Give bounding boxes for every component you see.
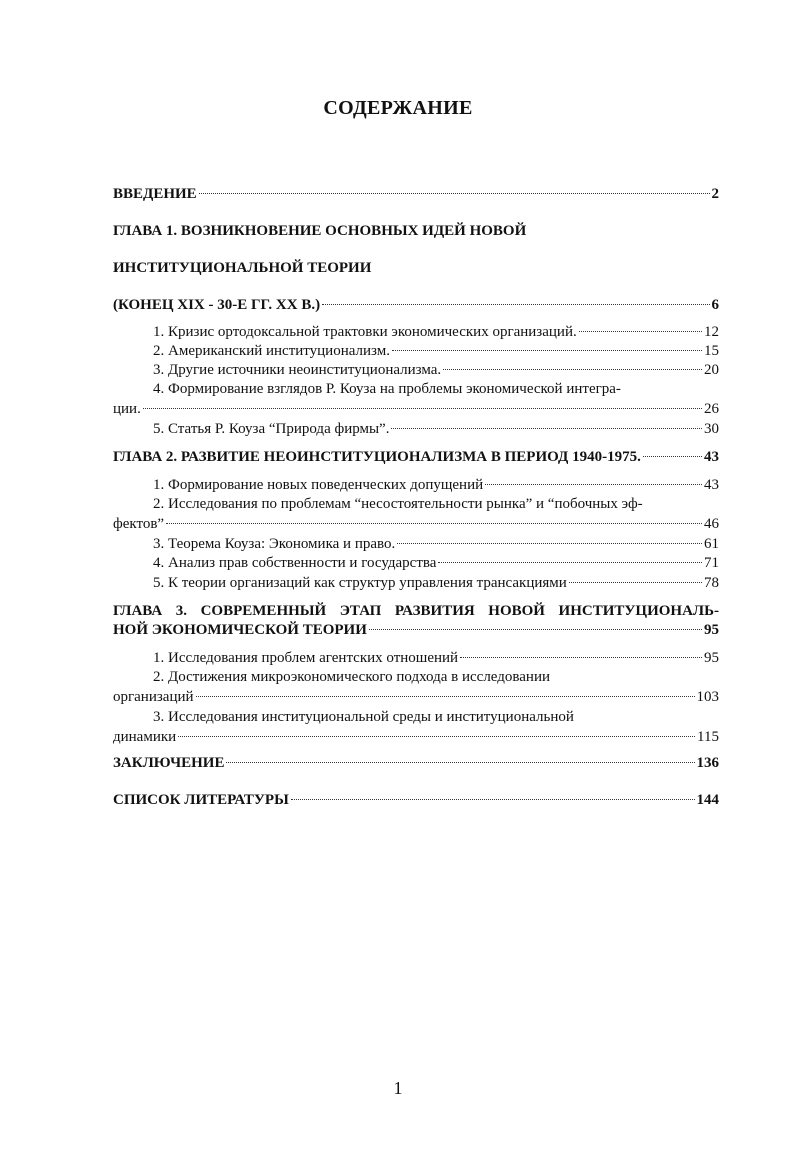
toc-subentry — [153, 361, 719, 380]
toc-subentry — [113, 728, 719, 747]
dot-leader — [392, 350, 702, 351]
toc-entry-page: 115 — [697, 729, 719, 745]
toc-entry-page: 144 — [696, 792, 719, 808]
toc-entry-page: 12 — [704, 324, 719, 340]
toc-entry-page: 2 — [711, 186, 719, 202]
dot-leader — [143, 408, 702, 409]
toc-entry-page: 43 — [704, 477, 719, 493]
dot-leader — [460, 657, 702, 658]
toc-entry-label: (КОНЕЦ XIX - 30-Е ГГ. XX В.) — [113, 297, 321, 313]
toc-subentry — [153, 535, 719, 554]
dot-leader — [397, 543, 702, 544]
chapter-1-heading-line-2: ИНСТИТУЦИОНАЛЬНОЙ ТЕОРИИ — [113, 260, 372, 276]
toc-subentry — [153, 554, 719, 573]
dot-leader — [579, 331, 702, 332]
toc-entry-page: 78 — [704, 575, 719, 591]
toc-subentry — [153, 649, 719, 668]
toc-subentry — [113, 515, 719, 534]
dot-leader — [438, 562, 702, 563]
dot-leader — [291, 799, 695, 800]
toc-entry-label: ВВЕДЕНИЕ — [113, 186, 197, 202]
toc-entry-page: 95 — [704, 650, 719, 666]
dot-leader — [178, 736, 695, 737]
dot-leader — [485, 484, 702, 485]
toc-entry-page: 15 — [704, 343, 719, 359]
dot-leader — [166, 523, 702, 524]
toc-entry-page: 26 — [704, 401, 719, 417]
toc-entry-label: 1. Исследования проблем агентских отношений — [153, 650, 459, 666]
toc-entry-label: ции. — [113, 401, 141, 417]
toc-entry-page: 95 — [704, 622, 719, 638]
toc-entry-label: 5. К теории организаций как структур управления трансакциями — [153, 575, 567, 591]
dot-leader — [322, 304, 709, 305]
toc-subentry-line-1: 2. Исследования по проблемам “несостоятельности рынка” и “побочных эф- — [153, 496, 643, 512]
toc-entry-label: ГЛАВА 2. РАЗВИТИЕ НЕОИНСТИТУЦИОНАЛИЗМА В ПЕРИОД 1940-1975. — [113, 449, 641, 465]
dot-leader — [569, 582, 702, 583]
dot-leader — [196, 696, 695, 697]
dot-leader — [369, 629, 702, 630]
toc-entry-label: 3. Другие источники неоинституционализма. — [153, 362, 442, 378]
toc-entry-bibliography — [113, 791, 719, 810]
dot-leader — [443, 369, 702, 370]
toc-entry-conclusion — [113, 754, 719, 773]
chapter-3-heading-line-1: ГЛАВА 3. СОВРЕМЕННЫЙ ЭТАП РАЗВИТИЯ НОВОЙ ИНСТИТУЦИОНАЛЬ- — [113, 603, 719, 619]
toc-subentry — [153, 420, 719, 439]
toc-entry-label: 1. Кризис ортодоксальной трактовки экономических организаций. — [153, 324, 577, 340]
toc-entry-page: 46 — [704, 516, 719, 532]
dot-leader — [391, 428, 702, 429]
toc-entry-label: 1. Формирование новых поведенческих допущений — [153, 477, 484, 493]
toc-entry-label: СПИСОК ЛИТЕРАТУРЫ — [113, 792, 289, 808]
toc-subentry-line-1: 2. Достижения микроэкономического подхода в исследовании — [153, 669, 551, 685]
toc-entry-page: 43 — [704, 449, 719, 465]
toc-entry-chapter-1 — [113, 296, 719, 315]
toc-entry-label: НОЙ ЭКОНОМИЧЕСКОЙ ТЕОРИИ — [113, 622, 367, 638]
toc-entry-label: 3. Теорема Коуза: Экономика и право. — [153, 536, 396, 552]
toc-subentry-line-1: 3. Исследования институциональной среды и институциональной — [153, 709, 574, 725]
toc-subentry — [153, 342, 719, 361]
toc-entry-page: 103 — [696, 689, 719, 705]
toc-entry-chapter-3 — [113, 621, 719, 640]
toc-entry-page: 6 — [711, 297, 719, 313]
dot-leader — [226, 762, 694, 763]
toc-entry-label: организаций — [113, 689, 194, 705]
page-number: 1 — [393, 1078, 403, 1098]
chapter-1-heading-line-1: ГЛАВА 1. ВОЗНИКНОВЕНИЕ ОСНОВНЫХ ИДЕЙ НОВОЙ — [113, 223, 527, 239]
dot-leader — [199, 193, 710, 194]
toc-entry-label: 2. Американский институционализм. — [153, 343, 390, 359]
toc-subentry — [153, 574, 719, 593]
toc-entry-page: 20 — [704, 362, 719, 378]
toc-entry-label: динамики — [113, 729, 177, 745]
toc-entry-label: 4. Анализ прав собственности и государства — [153, 555, 437, 571]
toc-entry-page: 71 — [704, 555, 719, 571]
toc-entry-chapter-2 — [113, 448, 719, 467]
toc-entry-label: ЗАКЛЮЧЕНИЕ — [113, 755, 225, 771]
toc-entry-label: 5. Статья Р. Коуза “Природа фирмы”. — [153, 421, 390, 437]
toc-entry-page: 61 — [704, 536, 719, 552]
toc-subentry — [153, 323, 719, 342]
toc-entry-label: фектов” — [113, 516, 165, 532]
toc-entry-intro — [113, 185, 719, 204]
toc-subentry-line-1: 4. Формирование взглядов Р. Коуза на проблемы экономической интегра- — [153, 381, 621, 397]
toc-entry-page: 30 — [704, 421, 719, 437]
toc-subentry — [153, 476, 719, 495]
toc-entry-page: 136 — [696, 755, 719, 771]
toc-subentry — [113, 688, 719, 707]
dot-leader — [643, 456, 702, 457]
toc-subentry — [113, 400, 719, 419]
page-title: СОДЕРЖАНИЕ — [323, 97, 473, 119]
